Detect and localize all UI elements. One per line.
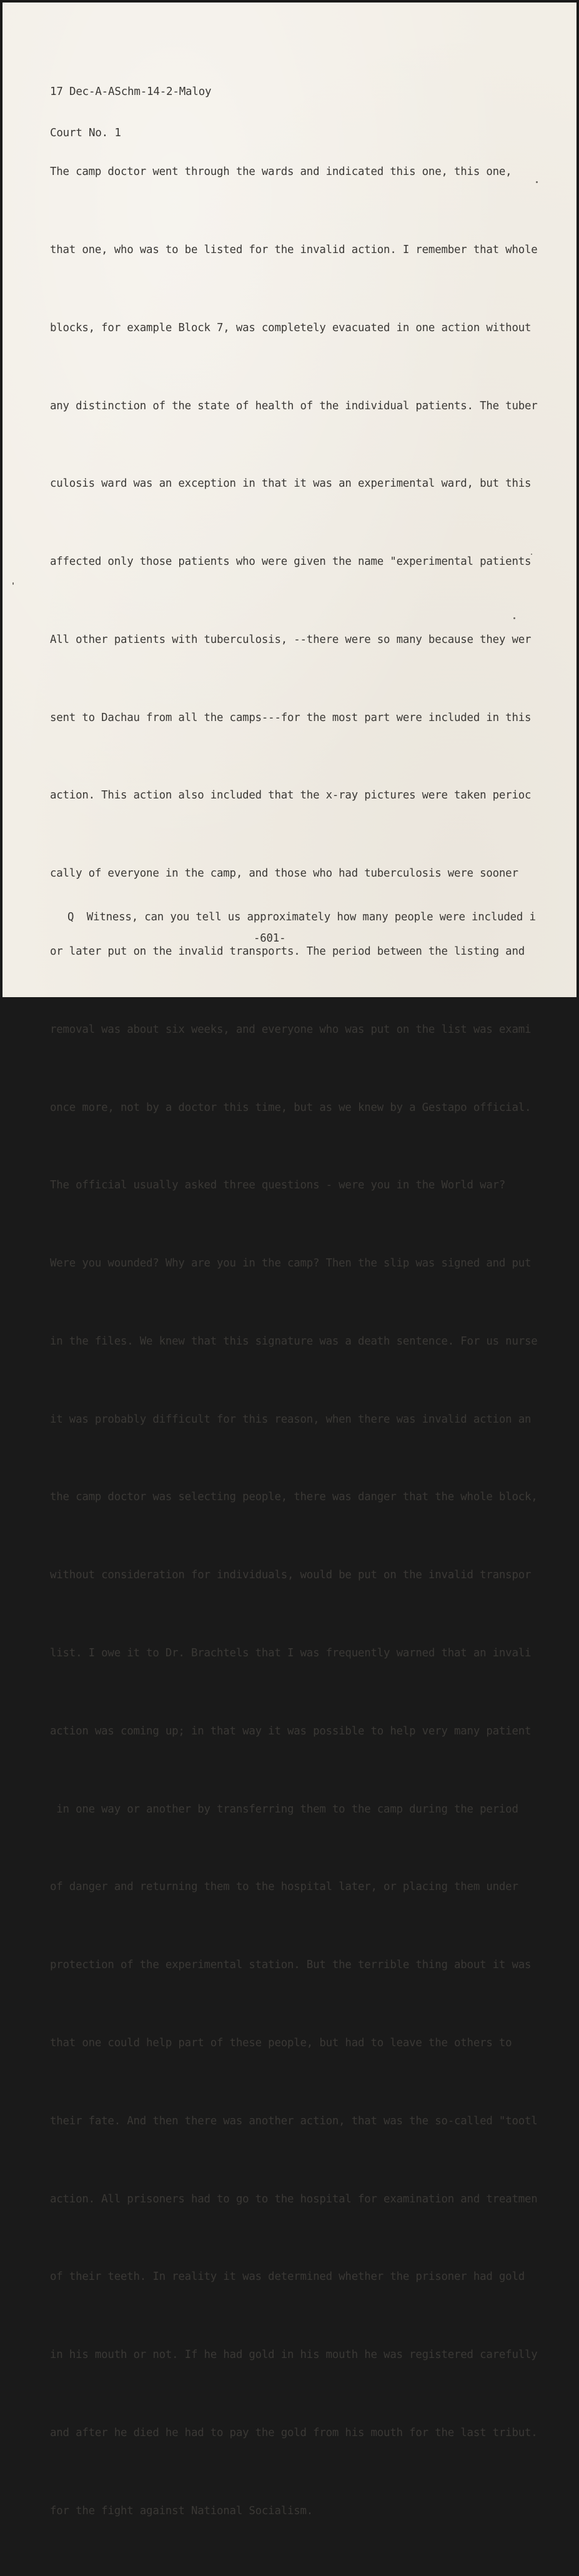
body-line: for the fight against National Socialism. [50,2504,314,2517]
header-case-reference: 17 Dec-A-ASchm-14-2-Maloy [50,86,212,98]
body-line: culosis ward was an exception in that it was an experimental ward, but this [50,477,532,490]
body-line: cally of everyone in the camp, and those who had tuberculosis were sooner [50,867,518,880]
testimony-body [50,107,538,2576]
body-line: The official usually asked three questions - were you in the World war? [50,1179,506,1192]
body-line: action was coming up; in that way it was possible to help very many patient [50,1724,532,1738]
paper-speck [536,181,538,183]
body-line: it was probably difficult for this reason, when there was invalid action an [50,1413,532,1426]
body-line: of their teeth. In reality it was determined whether the prisoner had gold [50,2270,525,2284]
body-line: in one way or another by transferring them to the camp during the period [50,1803,518,1816]
body-line: action. This action also included that the x-ray pictures were taken perioc [50,789,532,802]
body-line: that one could help part of these people, but had to leave the others to [50,2036,512,2049]
body-line: Were you wounded? Why are you in the camp? Then the slip was signed and put [50,1257,532,1270]
paper-speck [513,617,515,619]
body-line: once more, not by a doctor this time, but as we knew by a Gestapo official. [50,1101,532,1114]
body-line: and after he died he had to pay the gold from his mouth for the last tribut. [50,2426,538,2439]
body-line: or later put on the invalid transports. The period between the listing and [50,945,525,958]
question-line: Q Witness, can you tell us approximately how many people were included i [67,911,536,923]
body-line: All other patients with tuberculosis, --there were so many because they wer [50,633,532,646]
body-line: blocks, for example Block 7, was completely evacuated in one action without [50,321,532,334]
body-line: protection of the experimental station. But the terrible thing about it was [50,1959,532,1972]
body-line: their fate. And then there was another action, that was the so-called "tootl [50,2114,538,2127]
body-line: action. All prisoners had to go to the hospital for examination and treatmen [50,2192,538,2206]
body-line: in the files. We knew that this signature was a death sentence. For us nurse [50,1335,538,1348]
body-line: removal was about six weeks, and everyone who was put on the list was exami [50,1023,532,1036]
paper-speck [531,554,532,555]
body-line: any distinction of the state of health of the individual patients. The tuber [50,399,538,412]
page-number: -601- [254,932,286,945]
body-line: The camp doctor went through the wards and indicated this one, this one, [50,166,512,179]
paper-speck [12,582,14,585]
document-page [2,2,577,2517]
body-line: of danger and returning them to the hospital later, or placing them under [50,1881,518,1894]
body-line: without consideration for individuals, would be put on the invalid transpor [50,1569,532,1582]
body-line: list. I owe it to Dr. Brachtels that I was frequently warned that an invali [50,1647,532,1660]
header-court-number: Court No. 1 [50,127,121,139]
body-line: sent to Dachau from all the camps---for the most part were included in this [50,711,532,724]
body-line: in his mouth or not. If he had gold in his mouth he was registered carefully [50,2349,538,2362]
body-line: that one, who was to be listed for the invalid action. I remember that whole [50,243,538,256]
body-line: affected only those patients who were given the name "experimental patients [50,555,532,569]
body-line: the camp doctor was selecting people, there was danger that the whole block, [50,1491,538,1504]
